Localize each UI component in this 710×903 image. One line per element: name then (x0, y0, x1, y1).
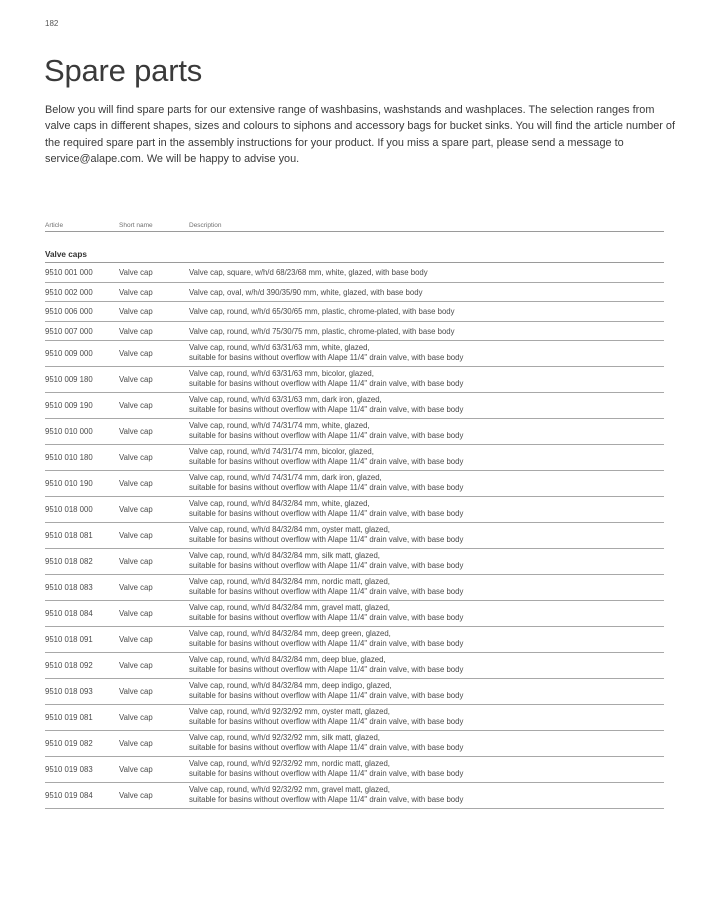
short-name: Valve cap (119, 713, 153, 723)
table-row (45, 757, 664, 783)
description-line: suitable for basins without overflow with Alape 11/4" drain valve, with base body (189, 508, 464, 518)
description-line: Valve cap, round, w/h/d 92/32/92 mm, silk matt, glazed, (189, 732, 380, 742)
short-name: Valve cap (119, 375, 153, 385)
short-name: Valve cap (119, 287, 153, 297)
description-line: Valve cap, round, w/h/d 74/31/74 mm, bicolor, glazed, (189, 446, 374, 456)
description-line: suitable for basins without overflow with Alape 11/4" drain valve, with base body (189, 560, 464, 570)
description-line: Valve cap, square, w/h/d 68/23/68 mm, white, glazed, with base body (189, 268, 428, 277)
short-name: Valve cap (119, 765, 153, 775)
description (189, 629, 463, 649)
article-number: 9510 010 180 (45, 453, 93, 463)
description (189, 447, 463, 467)
description-line: suitable for basins without overflow with Alape 11/4" drain valve, with base body (189, 404, 464, 414)
header-article: Article (45, 222, 64, 229)
short-name: Valve cap (119, 401, 153, 411)
description-line: suitable for basins without overflow with Alape 11/4" drain valve, with base body (189, 638, 464, 648)
description-line: Valve cap, round, w/h/d 84/32/84 mm, gravel matt, glazed, (189, 602, 390, 612)
description (189, 343, 463, 363)
article-number: 9510 018 082 (45, 557, 93, 567)
description (189, 785, 463, 805)
table-row (45, 783, 664, 809)
short-name: Valve cap (119, 479, 153, 489)
description-line: suitable for basins without overflow with Alape 11/4" drain valve, with base body (189, 612, 464, 622)
table-row (45, 263, 664, 283)
description (189, 499, 463, 519)
group-heading-label: Valve caps (45, 250, 87, 259)
short-name: Valve cap (119, 307, 153, 317)
table-row (45, 367, 664, 393)
article-number: 9510 009 190 (45, 401, 93, 411)
description (189, 327, 455, 337)
short-name: Valve cap (119, 326, 153, 336)
article-number: 9510 018 084 (45, 609, 93, 619)
article-number: 9510 009 180 (45, 375, 93, 385)
article-number: 9510 018 000 (45, 505, 93, 515)
group-heading (45, 232, 664, 263)
description-line: Valve cap, round, w/h/d 92/32/92 mm, nordic matt, glazed, (189, 758, 390, 768)
description-line: Valve cap, round, w/h/d 84/32/84 mm, deep blue, glazed, (189, 654, 386, 664)
short-name: Valve cap (119, 687, 153, 697)
article-number: 9510 018 091 (45, 635, 93, 645)
description-line: suitable for basins without overflow with Alape 11/4" drain valve, with base body (189, 768, 464, 778)
description-line: Valve cap, round, w/h/d 92/32/92 mm, oyster matt, glazed, (189, 706, 390, 716)
description (189, 421, 463, 441)
description (189, 268, 428, 278)
table-row (45, 653, 664, 679)
table-row (45, 419, 664, 445)
description-line: Valve cap, round, w/h/d 63/31/63 mm, white, glazed, (189, 342, 370, 352)
article-number: 9510 018 093 (45, 687, 93, 697)
description (189, 288, 422, 298)
description-line: Valve cap, round, w/h/d 84/32/84 mm, deep indigo, glazed, (189, 680, 392, 690)
description-line: Valve cap, round, w/h/d 63/31/63 mm, bicolor, glazed, (189, 368, 374, 378)
description (189, 551, 463, 571)
header-description: Description (189, 222, 222, 229)
article-number: 9510 007 000 (45, 326, 93, 336)
table-row (45, 302, 664, 322)
table-row (45, 575, 664, 601)
table-row (45, 497, 664, 523)
description (189, 759, 463, 779)
description-line: Valve cap, oval, w/h/d 390/35/90 mm, white, glazed, with base body (189, 287, 423, 297)
description-line: Valve cap, round, w/h/d 74/31/74 mm, dark iron, glazed, (189, 472, 382, 482)
table-row (45, 523, 664, 549)
description-line: suitable for basins without overflow with Alape 11/4" drain valve, with base body (189, 378, 464, 388)
description-line: Valve cap, round, w/h/d 84/32/84 mm, nordic matt, glazed, (189, 576, 390, 586)
article-number: 9510 009 000 (45, 349, 93, 359)
description-line: suitable for basins without overflow with Alape 11/4" drain valve, with base body (189, 690, 464, 700)
short-name: Valve cap (119, 791, 153, 801)
article-number: 9510 018 092 (45, 661, 93, 671)
table-row (45, 341, 664, 367)
short-name: Valve cap (119, 268, 153, 277)
table-row (45, 731, 664, 757)
short-name: Valve cap (119, 427, 153, 437)
description-line: suitable for basins without overflow with Alape 11/4" drain valve, with base body (189, 794, 464, 804)
description-line: suitable for basins without overflow with Alape 11/4" drain valve, with base body (189, 482, 464, 492)
spare-parts-table (45, 221, 664, 809)
description (189, 307, 455, 317)
short-name: Valve cap (119, 453, 153, 463)
table-body (45, 263, 664, 809)
description-line: Valve cap, round, w/h/d 84/32/84 mm, deep green, glazed, (189, 628, 391, 638)
description (189, 655, 463, 675)
table-row (45, 393, 664, 419)
table-row (45, 679, 664, 705)
description (189, 395, 463, 415)
description (189, 369, 463, 389)
description-line: suitable for basins without overflow with Alape 11/4" drain valve, with base body (189, 716, 464, 726)
page-title: Spare parts (44, 53, 203, 88)
description-line: Valve cap, round, w/h/d 84/32/84 mm, silk matt, glazed, (189, 550, 380, 560)
description-line: Valve cap, round, w/h/d 75/30/75 mm, plastic, chrome-plated, with base body (189, 326, 455, 336)
table-row (45, 322, 664, 342)
description-line: suitable for basins without overflow with Alape 11/4" drain valve, with base body (189, 430, 464, 440)
short-name: Valve cap (119, 349, 153, 359)
short-name: Valve cap (119, 635, 153, 645)
article-number: 9510 019 082 (45, 739, 93, 749)
description-line: Valve cap, round, w/h/d 84/32/84 mm, white, glazed, (189, 498, 370, 508)
description-line: Valve cap, round, w/h/d 92/32/92 mm, gravel matt, glazed, (189, 784, 390, 794)
description (189, 473, 463, 493)
description (189, 603, 463, 623)
short-name: Valve cap (119, 739, 153, 749)
table-row (45, 627, 664, 653)
table-header (45, 221, 664, 232)
description-line: suitable for basins without overflow with Alape 11/4" drain valve, with base body (189, 352, 464, 362)
short-name: Valve cap (119, 583, 153, 593)
table-row (45, 445, 664, 471)
table-row (45, 471, 664, 497)
description-line: suitable for basins without overflow with Alape 11/4" drain valve, with base body (189, 456, 464, 466)
table-row (45, 705, 664, 731)
article-number: 9510 018 083 (45, 583, 93, 593)
description (189, 525, 463, 545)
page-number: 182 (45, 19, 59, 28)
description-line: Valve cap, round, w/h/d 65/30/65 mm, plastic, chrome-plated, with base body (189, 307, 455, 317)
description-line: Valve cap, round, w/h/d 84/32/84 mm, oyster matt, glazed, (189, 524, 390, 534)
article-number: 9510 006 000 (45, 307, 93, 317)
description-line: suitable for basins without overflow with Alape 11/4" drain valve, with base body (189, 664, 464, 674)
description-line: suitable for basins without overflow with Alape 11/4" drain valve, with base body (189, 586, 464, 596)
description (189, 577, 463, 597)
description-line: Valve cap, round, w/h/d 74/31/74 mm, white, glazed, (189, 420, 370, 430)
article-number: 9510 019 083 (45, 765, 93, 775)
article-number: 9510 018 081 (45, 531, 93, 541)
short-name: Valve cap (119, 609, 153, 619)
article-number: 9510 010 000 (45, 427, 93, 437)
short-name: Valve cap (119, 661, 153, 671)
description (189, 707, 463, 727)
description (189, 681, 463, 701)
article-number: 9510 019 084 (45, 791, 93, 801)
short-name: Valve cap (119, 531, 153, 541)
short-name: Valve cap (119, 505, 153, 515)
article-number: 9510 002 000 (45, 287, 93, 297)
description-line: Valve cap, round, w/h/d 63/31/63 mm, dark iron, glazed, (189, 394, 382, 404)
table-row (45, 601, 664, 627)
description (189, 733, 463, 753)
short-name: Valve cap (119, 557, 153, 567)
article-number: 9510 001 000 (45, 268, 93, 277)
intro-paragraph: Below you will find spare parts for our extensive range of washbasins, washstands and washplaces. The selection ranges from valve caps in different shapes, sizes and colours to siphons and accessory bags for bucket sinks. You will find the article number of the required spare part in the assembly instructions for your product. If you miss a spare part, please send a message to service@alape.com. We will be happy to advise you. (45, 104, 675, 165)
table-row (45, 549, 664, 575)
header-short-name: Short name (119, 222, 153, 229)
description-line: suitable for basins without overflow with Alape 11/4" drain valve, with base body (189, 534, 464, 544)
description-line: suitable for basins without overflow with Alape 11/4" drain valve, with base body (189, 742, 464, 752)
article-number: 9510 019 081 (45, 713, 93, 723)
article-number: 9510 010 190 (45, 479, 93, 489)
table-row (45, 283, 664, 303)
